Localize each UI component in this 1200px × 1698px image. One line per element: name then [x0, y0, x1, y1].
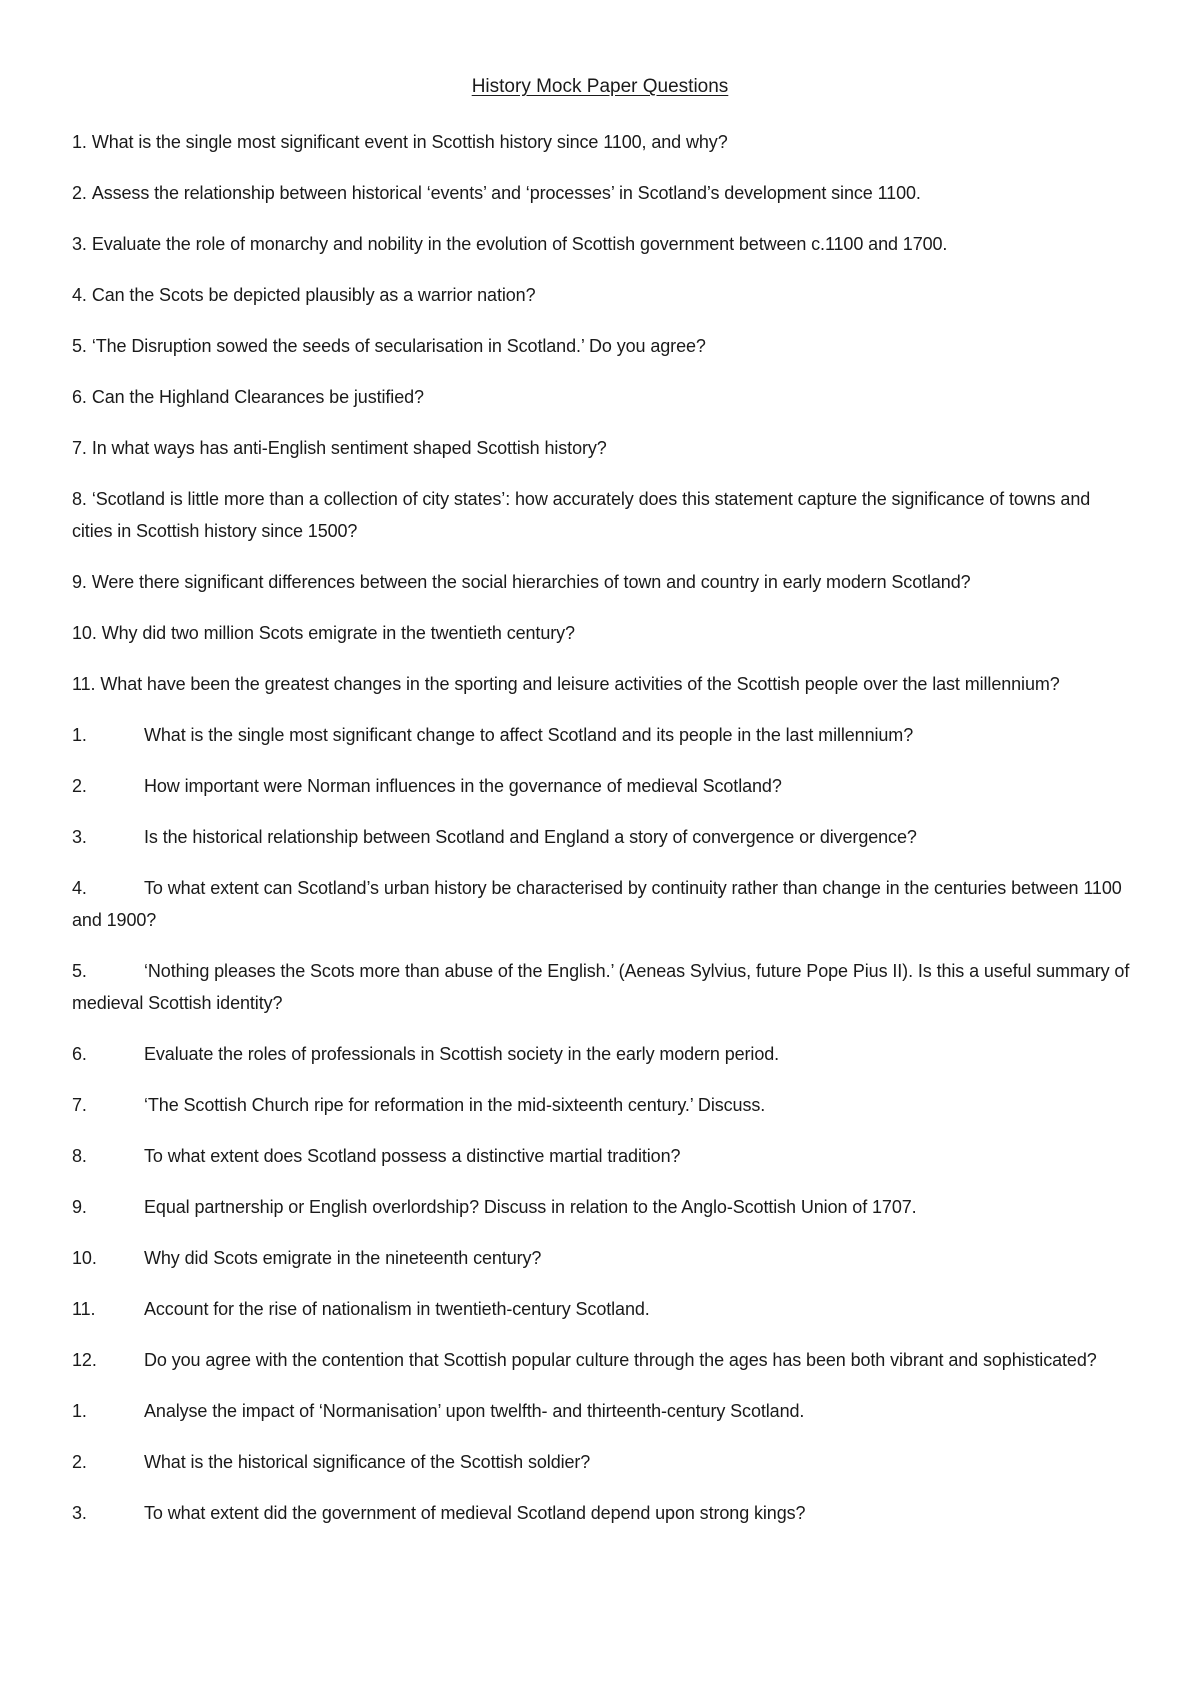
- question-text: ‘The Disruption sowed the seeds of secularisation in Scotland.’ Do you agree?: [91, 336, 706, 356]
- question-item: [72, 177, 1132, 209]
- question-number: 1.: [72, 1401, 87, 1421]
- question-text: ‘Scotland is little more than a collection of city states’: how accurately does this statement capture the significance of towns and cities in Scottish history since 1500?: [72, 489, 1091, 541]
- question-number: 7.: [72, 438, 87, 458]
- question-item: [72, 381, 1132, 413]
- question-item: [72, 955, 1132, 1019]
- question-item: [72, 1140, 1132, 1172]
- question-text: In what ways has anti-English sentiment shaped Scottish history?: [91, 438, 607, 458]
- question-text: Evaluate the roles of professionals in Scottish society in the early modern period.: [144, 1044, 780, 1064]
- question-item: [72, 1446, 1132, 1478]
- question-item: [72, 821, 1132, 853]
- question-number: 9.: [72, 1197, 87, 1217]
- question-text: Can the Scots be depicted plausibly as a warrior nation?: [91, 285, 536, 305]
- question-text: Can the Highland Clearances be justified?: [91, 387, 424, 407]
- question-text: Why did two million Scots emigrate in the twentieth century?: [101, 623, 575, 643]
- question-number: 6.: [72, 1044, 87, 1064]
- question-text: What have been the greatest changes in the sporting and leisure activities of the Scottish people over the last millennium?: [100, 674, 1060, 694]
- question-number: 2.: [72, 776, 87, 796]
- question-text: Analyse the impact of ‘Normanisation’ upon twelfth- and thirteenth-century Scotland.: [144, 1401, 805, 1421]
- question-number: 5.: [72, 336, 87, 356]
- question-number: 9.: [72, 572, 87, 592]
- question-number: 10.: [72, 1248, 97, 1268]
- question-item: [72, 872, 1132, 936]
- question-item: [72, 1089, 1132, 1121]
- question-text: Is the historical relationship between Scotland and England a story of convergence or divergence?: [144, 827, 917, 847]
- question-number: 2.: [72, 183, 87, 203]
- question-number: 1.: [72, 725, 87, 745]
- question-item: [72, 617, 1132, 649]
- question-item: [72, 330, 1132, 362]
- question-number: 4.: [72, 878, 87, 898]
- question-text: Equal partnership or English overlordship? Discuss in relation to the Anglo-Scottish Union of 1707.: [144, 1197, 917, 1217]
- question-number: 10.: [72, 623, 97, 643]
- question-number: 1.: [72, 132, 87, 152]
- question-text: Account for the rise of nationalism in twentieth-century Scotland.: [144, 1299, 650, 1319]
- question-number: 7.: [72, 1095, 87, 1115]
- question-number: 3.: [72, 234, 87, 254]
- question-item: [72, 1293, 1132, 1325]
- question-item: [72, 719, 1132, 751]
- question-text: Assess the relationship between historical ‘events’ and ‘processes’ in Scotland’s development since 1100.: [91, 183, 921, 203]
- question-number: 12.: [72, 1350, 97, 1370]
- question-text: To what extent can Scotland’s urban history be characterised by continuity rather than change in the centuries between 1100 and 1900?: [72, 878, 1122, 930]
- question-text: ‘The Scottish Church ripe for reformation in the mid-sixteenth century.’ Discuss.: [144, 1095, 766, 1115]
- question-text: To what extent did the government of medieval Scotland depend upon strong kings?: [144, 1503, 806, 1523]
- question-item: [72, 228, 1132, 260]
- question-number: 5.: [72, 961, 87, 981]
- question-text: What is the historical significance of the Scottish soldier?: [144, 1452, 591, 1472]
- question-text: To what extent does Scotland possess a distinctive martial tradition?: [144, 1146, 681, 1166]
- question-list: [72, 126, 1132, 1548]
- question-number: 4.: [72, 285, 87, 305]
- question-text: Why did Scots emigrate in the nineteenth century?: [144, 1248, 542, 1268]
- question-item: [72, 1395, 1132, 1427]
- question-text: Evaluate the role of monarchy and nobility in the evolution of Scottish government between c.1100 and 1700.: [91, 234, 948, 254]
- question-text: What is the single most significant event in Scottish history since 1100, and why?: [91, 132, 728, 152]
- question-text: Do you agree with the contention that Scottish popular culture through the ages has been both vibrant and sophisticated?: [144, 1350, 1097, 1370]
- question-item: [72, 1038, 1132, 1070]
- question-item: [72, 1242, 1132, 1274]
- question-item: [72, 432, 1132, 464]
- question-number: 11.: [72, 1299, 96, 1319]
- question-text: ‘Nothing pleases the Scots more than abuse of the English.’ (Aeneas Sylvius, future Pope Pius II). Is this a useful summary of medieval Scottish identity?: [72, 961, 1130, 1013]
- question-text: Were there significant differences between the social hierarchies of town and country in early modern Scotland?: [91, 572, 971, 592]
- question-item: [72, 279, 1132, 311]
- question-number: 2.: [72, 1452, 87, 1472]
- question-number: 3.: [72, 1503, 87, 1523]
- question-item: [72, 770, 1132, 802]
- question-item: [72, 1191, 1132, 1223]
- question-number: 6.: [72, 387, 87, 407]
- question-item: [72, 126, 1132, 158]
- question-text: What is the single most significant change to affect Scotland and its people in the last millennium?: [144, 725, 914, 745]
- question-number: 11.: [72, 674, 96, 694]
- question-number: 8.: [72, 1146, 87, 1166]
- question-item: [72, 566, 1132, 598]
- question-text: How important were Norman influences in the governance of medieval Scotland?: [144, 776, 782, 796]
- question-item: [72, 483, 1132, 547]
- page-title: History Mock Paper Questions: [471, 76, 729, 97]
- question-item: [72, 1344, 1132, 1376]
- question-number: 3.: [72, 827, 87, 847]
- question-item: [72, 1497, 1132, 1529]
- question-number: 8.: [72, 489, 87, 509]
- question-item: [72, 668, 1132, 700]
